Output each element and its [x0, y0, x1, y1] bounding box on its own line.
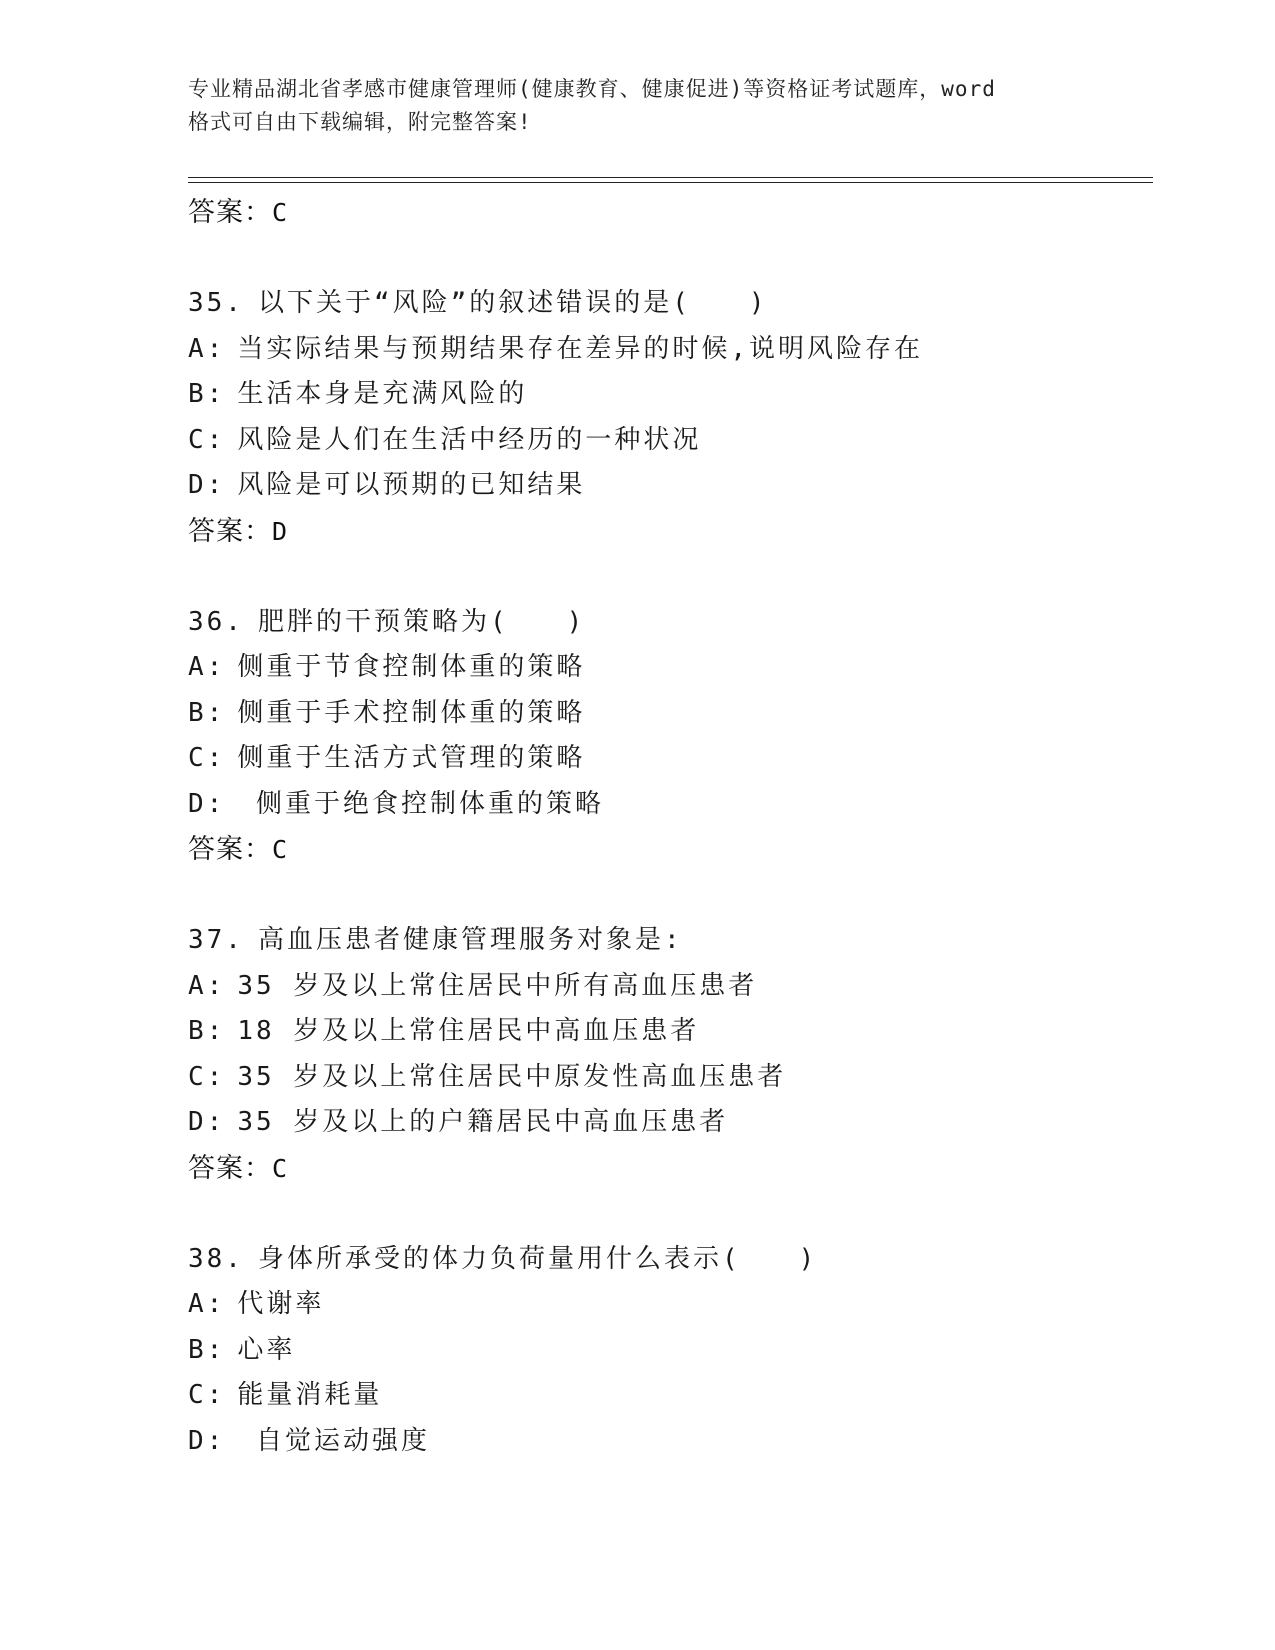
option-key: A:	[188, 1289, 226, 1319]
option-b	[188, 1328, 1153, 1374]
option-key: A:	[188, 652, 226, 682]
option-d	[188, 782, 1153, 828]
option-key: C:	[188, 743, 226, 773]
option-d	[188, 463, 1153, 509]
option-text: 风险是人们在生活中经历的一种状况	[237, 424, 702, 455]
option-text: 心率	[237, 1334, 296, 1365]
option-a	[188, 1282, 1153, 1328]
option-d	[188, 1100, 1153, 1146]
option-c	[188, 736, 1153, 782]
option-key: C:	[188, 424, 226, 455]
option-text: 侧重于绝食控制体重的策略	[237, 788, 604, 819]
page-header	[188, 73, 1088, 139]
option-text: 35 岁及以上常住居民中所有高血压患者	[237, 970, 758, 1001]
option-key: D:	[188, 470, 226, 500]
answer-line	[188, 190, 1153, 235]
option-a	[188, 645, 1153, 691]
option-key: B:	[188, 379, 226, 409]
option-text: 侧重于手术控制体重的策略	[237, 697, 586, 728]
answer-line	[188, 509, 1153, 554]
question-text: 以下关于“风险”的叙述错误的是( )	[257, 288, 768, 318]
answer-line	[188, 1146, 1153, 1191]
question-stem	[188, 600, 1153, 646]
header-line-2: 格式可自由下载编辑，附完整答案!	[188, 110, 532, 134]
option-text: 35 岁及以上常住居民中原发性高血压患者	[237, 1061, 787, 1092]
option-a	[188, 964, 1153, 1010]
question-37	[188, 918, 1153, 1191]
question-list	[188, 190, 1153, 1464]
answer-value: C	[272, 835, 289, 864]
answer-line	[188, 827, 1153, 872]
option-key: C:	[188, 1061, 226, 1092]
option-key: C:	[188, 1380, 226, 1410]
option-key: B:	[188, 1016, 226, 1046]
option-key: D:	[188, 788, 226, 819]
question-number: 36.	[188, 606, 244, 637]
option-key: A:	[188, 333, 226, 364]
option-b	[188, 691, 1153, 737]
option-d	[188, 1419, 1153, 1465]
option-c	[188, 418, 1153, 464]
answer-value: C	[272, 198, 289, 227]
question-35	[188, 281, 1153, 554]
option-key: B:	[188, 1334, 226, 1365]
option-text: 生活本身是充满风险的	[237, 379, 528, 409]
option-text: 能量消耗量	[237, 1380, 383, 1410]
option-key: D:	[188, 1425, 226, 1456]
option-text: 侧重于生活方式管理的策略	[237, 743, 586, 773]
answer-label: 答案：	[188, 515, 272, 547]
option-c	[188, 1373, 1153, 1419]
option-b	[188, 372, 1153, 418]
question-number: 37.	[188, 925, 244, 955]
option-text: 当实际结果与预期结果存在差异的时候,说明风险存在	[237, 333, 923, 364]
answer-value: D	[272, 516, 289, 546]
header-rule-bottom	[188, 182, 1153, 183]
header-rule-top	[188, 177, 1153, 178]
option-a	[188, 327, 1153, 373]
option-key: B:	[188, 697, 226, 728]
question-text: 身体所承受的体力负荷量用什么表示( )	[257, 1243, 818, 1274]
question-text: 肥胖的干预策略为( )	[257, 606, 586, 637]
option-b	[188, 1009, 1153, 1055]
option-text: 18 岁及以上常住居民中高血压患者	[237, 1016, 700, 1046]
header-line-1: 专业精品湖北省孝感市健康管理师(健康教育、健康促进)等资格证考试题库，word	[188, 77, 996, 101]
question-number: 38.	[188, 1243, 244, 1274]
option-key: A:	[188, 970, 226, 1001]
option-text: 侧重于节食控制体重的策略	[237, 652, 586, 682]
question-stem	[188, 1237, 1153, 1283]
question-stem	[188, 918, 1153, 964]
option-text: 风险是可以预期的已知结果	[237, 470, 586, 500]
option-text: 35 岁及以上的户籍居民中高血压患者	[237, 1107, 729, 1137]
answer-value: C	[272, 1153, 289, 1183]
question-text: 高血压患者健康管理服务对象是:	[257, 925, 683, 955]
question-36	[188, 600, 1153, 873]
question-number: 35.	[188, 288, 244, 318]
option-c	[188, 1055, 1153, 1101]
option-key: D:	[188, 1107, 226, 1137]
answer-label: 答案：	[188, 197, 272, 228]
option-text: 代谢率	[237, 1289, 325, 1319]
question-38	[188, 1237, 1153, 1465]
answer-label: 答案：	[188, 1152, 272, 1184]
option-text: 自觉运动强度	[237, 1425, 430, 1456]
answer-label: 答案：	[188, 834, 272, 865]
question-stem	[188, 281, 1153, 327]
